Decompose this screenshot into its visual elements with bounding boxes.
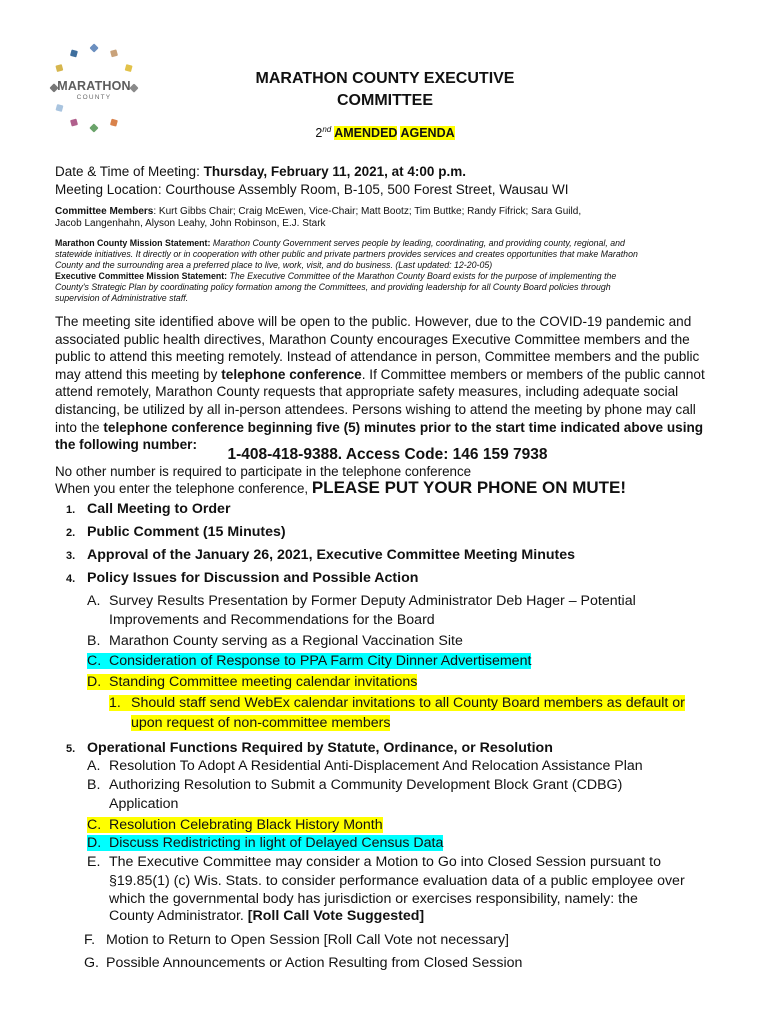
county-mission-label: Marathon County Mission Statement: — [55, 238, 211, 248]
agenda-item-5c — [87, 817, 383, 833]
logo-square — [55, 104, 63, 112]
notice-line — [55, 366, 720, 384]
notice-line: distancing, be utilized by all in-person attendees. Persons wishing to attend the meeting by phone may call — [55, 401, 696, 417]
sub-label: E. — [87, 854, 101, 870]
members-label: Committee Members — [55, 206, 154, 217]
ordinal: 2 — [315, 126, 323, 141]
committee-members — [55, 206, 720, 230]
sub-label: C. — [87, 653, 102, 669]
agenda-item-5a — [87, 758, 643, 774]
title-line-1: MARATHON COUNTY EXECUTIVE — [255, 70, 515, 87]
mute-prefix: When you enter the telephone conference, — [55, 481, 312, 496]
sub-label: B. — [87, 777, 101, 793]
agenda-label: AGENDA — [400, 126, 455, 141]
logo-wordmark: MARATHON — [57, 79, 131, 93]
notice-line: The meeting site identified above will be open to the public. However, due to the COVID-19 pandemic and — [55, 314, 692, 329]
phone-number: 1-408-418-9388. Access Code: 146 159 7938 — [227, 446, 548, 463]
roll-call-note: [Roll Call Vote Suggested] — [247, 908, 425, 924]
agenda-item-5e-cont: which the governmental body has jurisdiction or exercises responsibility, namely: the — [109, 891, 638, 907]
agenda-item-4b — [87, 633, 463, 649]
item-number: 1. — [66, 504, 76, 516]
mute-note — [55, 478, 626, 498]
meeting-datetime — [55, 164, 466, 179]
agenda-item-5: Operational Functions Required by Statute, Ordinance, or Resolution — [87, 740, 553, 756]
logo-square — [89, 43, 98, 52]
sub-label: B. — [87, 633, 101, 649]
agenda-item-5d — [87, 835, 443, 851]
logo-subtitle: COUNTY — [76, 94, 112, 101]
item-number: 4. — [66, 573, 76, 585]
agenda-item-4a — [87, 593, 636, 609]
sub-label: 1. — [109, 695, 121, 711]
exec-mission-l2: County's Strategic Plan by coordinating policy formation among the Committees, and providing leadership for all County Board policies through — [55, 282, 611, 292]
members-text-2: Jacob Langenhahn, Alyson Leahy, John Robinson, E.J. Stark — [55, 218, 326, 229]
agenda-item-5e — [87, 854, 661, 870]
logo-square — [89, 123, 98, 132]
agenda-item-5b — [87, 777, 622, 793]
county-mission-l2: statewide initiatives. It directly or in cooperation with other public and private partners provides services and creates opportunities that make Marathon — [55, 249, 638, 259]
meeting-location: Meeting Location: Courthouse Assembly Room, B-105, 500 Forest Street, Wausau WI — [55, 182, 569, 197]
logo-square — [70, 49, 78, 57]
exec-mission-l3: supervision of Administrative staff. — [55, 293, 189, 303]
logo-square — [55, 64, 63, 72]
covid-notice — [55, 313, 720, 454]
item-number: 2. — [66, 527, 76, 539]
exec-mission-l1: The Executive Committee of the Marathon County Board exists for the purpose of implementing the — [227, 271, 617, 281]
item-number: 5. — [66, 743, 76, 755]
notice-text: into the — [55, 419, 104, 435]
notice-line — [55, 419, 720, 437]
sub-text: Consideration of Response to PPA Farm City Dinner Advertisement — [109, 653, 532, 669]
logo-square — [70, 119, 78, 127]
sub-text: Authorizing Resolution to Submit a Community Development Block Grant (CDBG) — [109, 777, 623, 793]
logo-square — [125, 64, 133, 72]
sub-text: County Administrator. — [109, 908, 248, 924]
datetime-label: Date & Time of Meeting: — [55, 164, 204, 179]
agenda-item-4d-1-cont: upon request of non-committee members — [131, 715, 391, 731]
title-line-2: COMMITTEE — [337, 92, 433, 109]
sub-text: The Executive Committee may consider a Motion to Go into Closed Session pursuant to — [109, 854, 662, 870]
ordinal-suffix: nd — [322, 125, 332, 134]
sub-text: Discuss Redistricting in light of Delayed Census Data — [109, 835, 444, 851]
agenda-item-5b-cont: Application — [109, 796, 179, 812]
amended-label: AMENDED — [334, 126, 398, 141]
sub-text: Resolution Celebrating Black History Month — [109, 817, 383, 833]
agenda-item-5e-cont: §19.85(1) (c) Wis. Stats. to consider performance evaluation data of a public employee over — [109, 873, 685, 889]
datetime-value: Thursday, February 11, 2021, at 4:00 p.m. — [203, 164, 466, 179]
sub-text: Should staff send WebEx calendar invitations to all County Board members as default or — [131, 695, 685, 711]
sub-label: D. — [87, 835, 102, 851]
agenda-item-3: Approval of the January 26, 2021, Executive Committee Meeting Minutes — [87, 547, 576, 563]
sub-text: Standing Committee meeting calendar invitations — [109, 674, 418, 690]
agenda-item-4a-cont: Improvements and Recommendations for the Board — [109, 612, 435, 628]
sub-text: Resolution To Adopt A Residential Anti-Displacement And Relocation Assistance Plan — [109, 758, 643, 774]
sub-text: Marathon County serving as a Regional Vaccination Site — [109, 633, 463, 649]
notice-line: the following number: — [55, 437, 197, 453]
sub-label: A. — [87, 593, 101, 609]
logo-square — [110, 119, 118, 127]
county-mission-l3: County and the surrounding area a preferred place to live, work, visit, and do business. (Last updated: 12-20-05) — [55, 260, 493, 270]
sub-label: F. — [84, 932, 96, 948]
sub-label: D. — [87, 674, 102, 690]
phone-note: No other number is required to participate in the telephone conference — [55, 464, 472, 479]
agenda-item-4: Policy Issues for Discussion and Possible Action — [87, 570, 419, 586]
sub-text: Survey Results Presentation by Former Deputy Administrator Deb Hager – Potential — [109, 593, 636, 609]
notice-bold: telephone conference beginning five (5) minutes prior to the start time indicated above using — [103, 419, 704, 435]
notice-line: public to attend this meeting remotely. Instead of attendance in person, Committee members and the public — [55, 349, 700, 365]
notice-bold: telephone conference — [221, 366, 362, 382]
item-number: 3. — [66, 550, 76, 562]
mute-warning: PLEASE PUT YOUR PHONE ON MUTE! — [311, 478, 627, 497]
county-mission-l1: Marathon County Government serves people by leading, coordinating, and providing county, regional, and — [210, 238, 625, 248]
agenda-item-5e-cont — [109, 908, 424, 924]
agenda-subtitle — [200, 125, 570, 140]
notice-line: attend remotely, Marathon County requests that appropriate safety measures, including adequate social — [55, 384, 679, 400]
agenda-item-4d — [87, 674, 417, 690]
agenda-item-1: Call Meeting to Order — [87, 501, 231, 517]
agenda-item-2: Public Comment (15 Minutes) — [87, 524, 286, 540]
exec-mission-label: Executive Committee Mission Statement: — [55, 271, 228, 281]
agenda-item-4c — [87, 653, 531, 669]
notice-text: may attend this meeting by — [55, 366, 222, 382]
agenda-item-4d-1 — [109, 695, 685, 711]
notice-text: . If Committee members or members of the public cannot — [361, 366, 705, 382]
sub-label: A. — [87, 758, 101, 774]
sub-text: Possible Announcements or Action Resulting from Closed Session — [106, 955, 523, 971]
mission-statements — [55, 238, 720, 304]
agenda-item-5f — [84, 932, 509, 948]
page-title — [200, 68, 570, 112]
sub-text: Motion to Return to Open Session [Roll Call Vote not necessary] — [106, 932, 509, 948]
sub-label: C. — [87, 817, 102, 833]
sub-label: G. — [84, 955, 99, 971]
agenda-item-5g — [84, 955, 522, 971]
members-text: : Kurt Gibbs Chair; Craig McEwen, Vice-Chair; Matt Bootz; Tim Buttke; Randy Fifrick; Sara Guild, — [153, 206, 582, 217]
notice-line: associated public health directives, Marathon County encourages Executive Committee members and the — [55, 331, 690, 347]
logo-square — [110, 49, 118, 57]
